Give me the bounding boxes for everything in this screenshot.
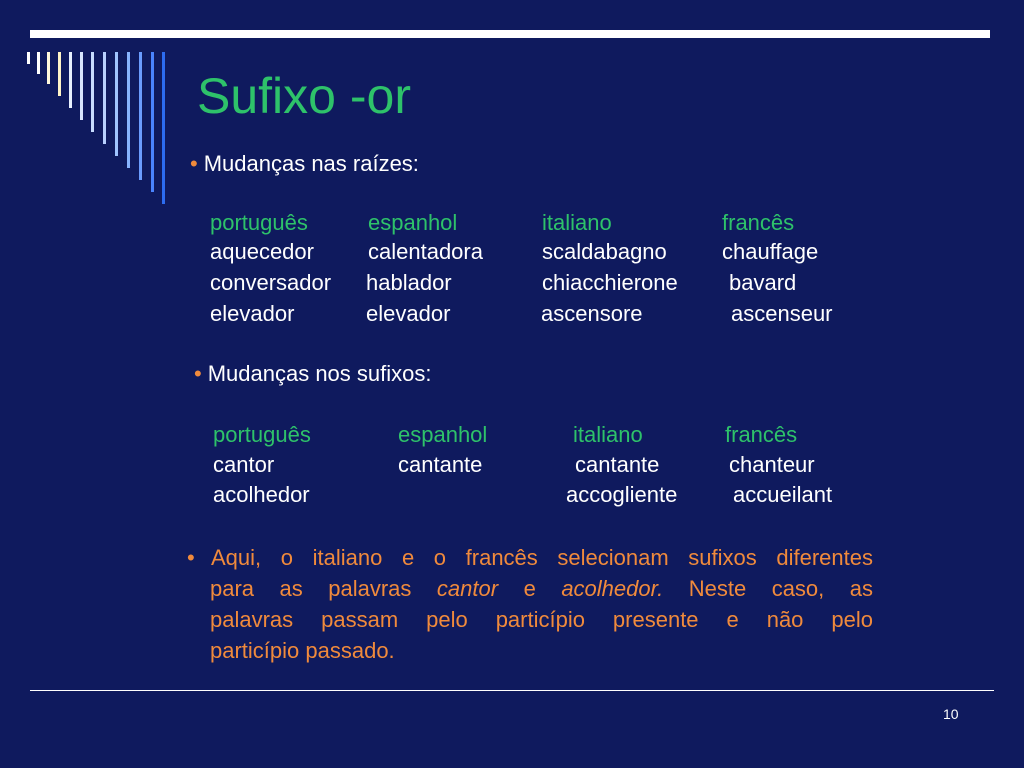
bottom-rule — [30, 690, 994, 691]
decorative-bar — [80, 52, 83, 120]
italic-word-cantor: cantor — [436, 576, 499, 601]
explanation-line-2 — [210, 573, 873, 604]
table1-cell: elevador — [366, 301, 451, 326]
table2-header-fr: francês — [725, 422, 798, 447]
table1-cell: chauffage — [722, 239, 819, 264]
table1-cell: conversador — [210, 270, 332, 295]
table1-cell: bavard — [729, 270, 797, 295]
bullet-dot: • — [194, 361, 202, 386]
bullet-dot: • — [187, 545, 195, 570]
decorative-bar — [91, 52, 94, 132]
decorative-bar — [115, 52, 118, 156]
table2-cell: chanteur — [729, 452, 815, 477]
explanation-text: Neste caso, as — [688, 576, 873, 601]
decorative-bar — [127, 52, 130, 168]
decorative-bar — [162, 52, 165, 204]
bullet-suffixes-text: Mudanças nos sufixos: — [207, 361, 432, 386]
decorative-bar — [47, 52, 50, 84]
decorative-bar — [151, 52, 154, 192]
decorative-bar — [139, 52, 142, 180]
table2-cell: cantante — [575, 452, 660, 477]
explanation-text: para as palavras — [210, 576, 412, 601]
table2-cell: accueilant — [733, 482, 833, 507]
table1-cell: scaldabagno — [542, 239, 667, 264]
bullet-dot: • — [190, 151, 198, 176]
table1-header-es: espanhol — [368, 210, 458, 235]
bullet-roots — [190, 151, 419, 177]
bullet-roots-text: Mudanças nas raízes: — [203, 151, 419, 176]
explanation-paragraph — [187, 542, 873, 666]
explanation-line-4: particípio passado. — [210, 638, 395, 663]
top-rule — [30, 30, 990, 38]
explanation-line-3: palavras passam pelo particípio presente e não pelo — [210, 607, 873, 632]
slide-title: Sufixo -or — [197, 68, 411, 124]
decorative-bar — [37, 52, 40, 74]
table1-cell: aquecedor — [210, 239, 314, 264]
explanation-text: e — [523, 576, 536, 601]
page-number: 10 — [943, 706, 959, 722]
table1-cell: chiacchierone — [542, 270, 678, 295]
table2-cell: acolhedor — [213, 482, 310, 507]
table2-header-pt: português — [213, 422, 311, 447]
decorative-bar — [103, 52, 106, 144]
explanation-line-1: Aqui, o italiano e o francês selecionam sufixos diferentes — [211, 545, 873, 570]
decorative-bar — [27, 52, 30, 64]
table1-cell: elevador — [210, 301, 295, 326]
table1-header-it: italiano — [542, 210, 612, 235]
table1-cell: ascenseur — [731, 301, 833, 326]
table2-header-es: espanhol — [398, 422, 488, 447]
table2-cell: cantor — [213, 452, 275, 477]
table1-cell: ascensore — [541, 301, 643, 326]
bullet-suffixes — [194, 361, 431, 387]
table2-cell: accogliente — [566, 482, 678, 507]
decorative-bar — [69, 52, 72, 108]
table2-header-it: italiano — [573, 422, 643, 447]
decorative-bar — [58, 52, 61, 96]
table1-cell: hablador — [366, 270, 452, 295]
table2-cell: cantante — [398, 452, 483, 477]
table1-header-fr: francês — [722, 210, 795, 235]
italic-word-acolhedor: acolhedor. — [561, 576, 664, 601]
table1-cell: calentadora — [368, 239, 483, 264]
table1-header-pt: português — [210, 210, 308, 235]
